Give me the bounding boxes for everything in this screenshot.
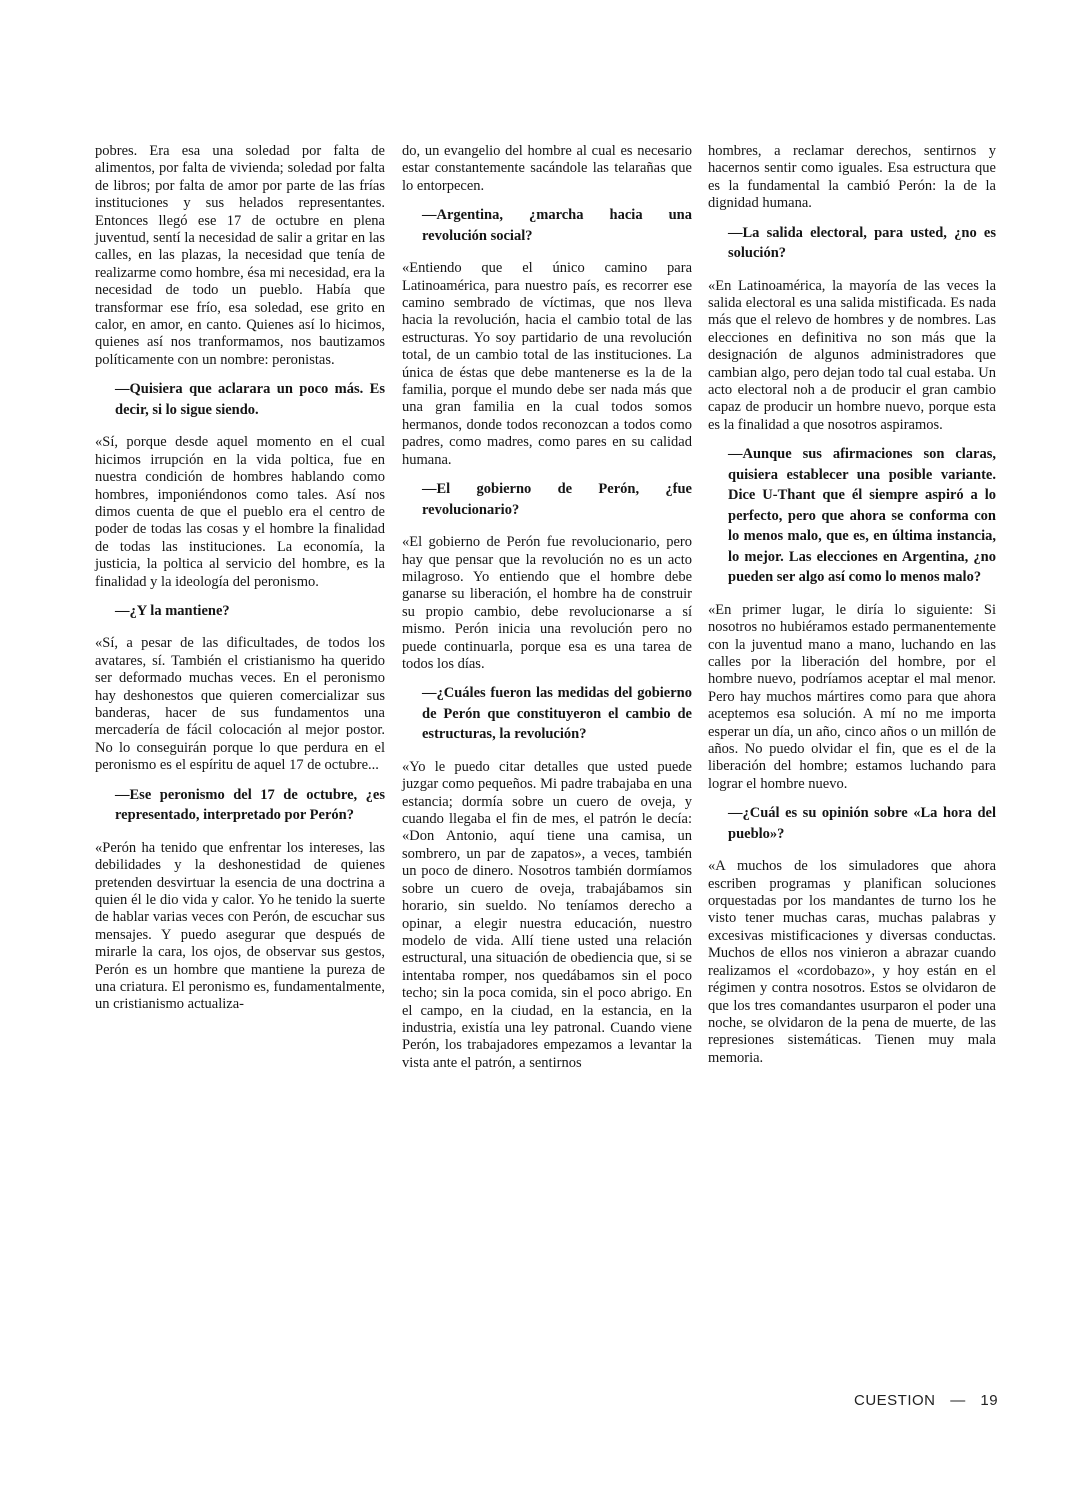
answer-paragraph: «Entiendo que el único camino para Latinoamérica, para nuestro país, es recorrer ese camino sembrado de víctimas, que nos lleva hacia la revolución, hacia el cambio total de las estructuras. Yo soy partidario de una revolución total, de un cambio total de las instituciones. La única de éstas que debe mantenerse es la de la familia, porque el mundo debe ser nada más que una gran familia en la cual todos somos hermanos, donde todos reconozcan a todos como padres, como madres, como pares en su calidad humana.: [402, 260, 692, 468]
interview-question: —Ese peronismo del 17 de octubre, ¿es representado, interpretado por Perón?: [115, 786, 385, 824]
page-number: 19: [980, 1392, 999, 1409]
article-column-3: [708, 143, 996, 1077]
answer-paragraph: do, un evangelio del hombre al cual es necesario estar constantemente sacándole las telarañas que lo entorpecen.: [402, 143, 692, 194]
answer-paragraph: «Perón ha tenido que enfrentar los intereses, las debilidades y la deshonestidad de quienes pretenden desvirtuar la esencia de una doctrina a quien él le dio vida y calor. Yo he tenido la suerte de hablar varias veces con Perón, de escuchar sus mensajes. Y puedo asegurar que después de mirarle la cara, los ojos, de observar sus gestos, Perón es un hombre que mantiene la pureza de una criatura. El peronismo es, fundamentalmente, un cristianismo actualiza-: [95, 839, 385, 1013]
answer-paragraph: «El gobierno de Perón fue revolucionario, pero hay que pensar que la revolución no es un acto milagroso. Yo entiendo que el hombre debe ganarse su liberación, el hombre ha de construir su propio cambio, debe revolucionarse a sí mismo. Perón inicia una revolución pero no puede continuarla, porque esa es una tarea de todos los días.: [402, 534, 692, 672]
article-column-2: [402, 143, 692, 1082]
answer-paragraph: pobres. Era esa una soledad por falta de alimentos, por falta de vivienda; soledad por falta de libros; por falta de amor por parte de las frías instituciones y sus helados representantes. Entonces llegó ese 17 de octubre en plena juventud, sentí la necesidad de salir a gritar en las calles, en las plazas, la necesidad que tenía de realizarme como hombre, ésa mi necesidad, era la necesidad de todo un pueblo. Había que transformar ese frío, esa soledad, ese grito en calor, en amor, en canto. Quienes así lo hicimos, quienes así nos tranformamos, nos bautizamos políticamente con un nombre: peronistas.: [95, 143, 385, 368]
interview-question: —¿Cuál es su opinión sobre «La hora del pueblo»?: [728, 805, 996, 842]
interview-question: —¿Cuáles fueron las medidas del gobierno de Perón que constituyeron el cambio de estructuras, la revolución?: [422, 685, 692, 743]
answer-paragraph: hombres, a reclamar derechos, sentirnos y hacernos sentir como iguales. Esa estructura que es la fundamental la cambió Perón: la de la dignidad humana.: [708, 143, 996, 212]
interview-question: —Aunque sus afirmaciones son claras, quisiera establecer una posible variante. Dice U-Thant que él siempre aspiró a lo perfecto, pero que ahora se conforma con lo menos malo, que es, en última instancia, lo mejor. Las elecciones en Argentina, ¿no pueden ser algo así como lo menos malo?: [728, 446, 996, 586]
answer-paragraph: «Sí, porque desde aquel momento en el cual hicimos irrupción en la vida poltica, fue en nuestra condición de hombres hablando como hombres, imponiéndonos como tales. Así nos dimos cuenta de que el pueblo era el centro de poder de todas las cosas y el hombre la finalidad de todas las instituciones. La economía, la justicia, la poltica al servicio del hombre, es la finalidad y la ideología del peronismo.: [95, 434, 385, 590]
interview-question: —La salida electoral, para usted, ¿no es solución?: [728, 224, 996, 262]
answer-paragraph: «En primer lugar, le diría lo siguiente: Si nosotros no hubiéramos estado permanentemente con la juventud mano a mano, luchando en las calles por la liberación del hombre, por el hombre nuevo, podríamos aceptar el mal menor. Pero hay muchos mártires como para que ahora aceptemos esa solución. A mí no me importa esperar un día, un año, cinco años o un millón de años. No puedo olvidar el fin, que es el de la liberación del hombre; estamos luchando para lograr el hombre nuevo.: [708, 601, 996, 792]
interview-question: —¿Y la mantiene?: [115, 602, 230, 619]
answer-paragraph: «En Latinoamérica, la mayoría de las veces la salida electoral es una salida mistificada. Es nada más que el relevo de hombres y de nombres. Las elecciones en definitiva no son más que la designación de algunos administradores que cambian algo, pero dejan todo tal cual estaba. Un acto electoral noh a de producir el gran cambio capaz de producir un hombre nuevo, porque esta es la finalidad a que nosotros aspiramos.: [708, 277, 996, 433]
article-column-1: [95, 143, 385, 1024]
magazine-name: CUESTION: [854, 1392, 936, 1409]
interview-question: —El gobierno de Perón, ¿fue revolucionario?: [422, 481, 692, 518]
footer-separator: —: [950, 1392, 966, 1409]
answer-paragraph: «A muchos de los simuladores que ahora escriben programas y planifican soluciones orquestadas por los mandantes de turno los he visto tener muchas caras, muchas palabras y excesivas mistificaciones y diversas conductas. Muchos de ellos nos vinieron a abrazar cuando realizamos el «cordobazo», y hoy están en el régimen y contra nosotros. Estos se olvidaron de que los tres comandantes usurparon el poder una noche, se olvidaron de la pena de muerte, de las represiones sistemáticas. Tienen muy mala memoria.: [708, 858, 996, 1066]
interview-question: —Quisiera que aclarara un poco más. Es decir, si lo sigue siendo.: [115, 381, 385, 418]
answer-paragraph: «Yo le puedo citar detalles que usted puede juzgar como pequeños. Mi padre trabajaba en una estancia; dormía sobre un cuero de oveja, y cuando llegaba el fin de mes, el patrón le decía: «Don Antonio, aquí tiene una camisa, un sombrero, un par de zapatos», a veces, también un poco de dinero. Nosotros también dormíamos sobre un cuero de oveja, trabajábamos sin horario, sin sueldo. No teníamos derecho a opinar, a elegir nuestra educación, nuestro modelo de vida. Allí tiene usted una relación estructural, una situación de obediencia que, si se intentaba romper, nos quedábamos sin el poco techo; sin la poca comida, sin el poco abrigo. En el campo, en la ciudad, en la estancia, en la industria, existía una ley patronal. Cuando viene Perón, los trabajadores empezamos a levantar la vista ante el patrón, a sentirnos: [402, 758, 692, 1071]
page-footer: [854, 1392, 998, 1409]
answer-paragraph: «Sí, a pesar de las dificultades, de todos los avatares, sí. También el cristianismo ha querido ser deformado muchas veces. En el peronismo hay deshonestos que quieren comercializar sus banderas, hacer de sus fundamentos una mercadería de fácil colocación al mejor postor. No lo conseguirán porque lo que perdura en el peronismo es el espíritu de aquel 17 de octubre...: [95, 635, 385, 774]
interview-question: —Argentina, ¿marcha hacia una revolución social?: [422, 207, 692, 244]
